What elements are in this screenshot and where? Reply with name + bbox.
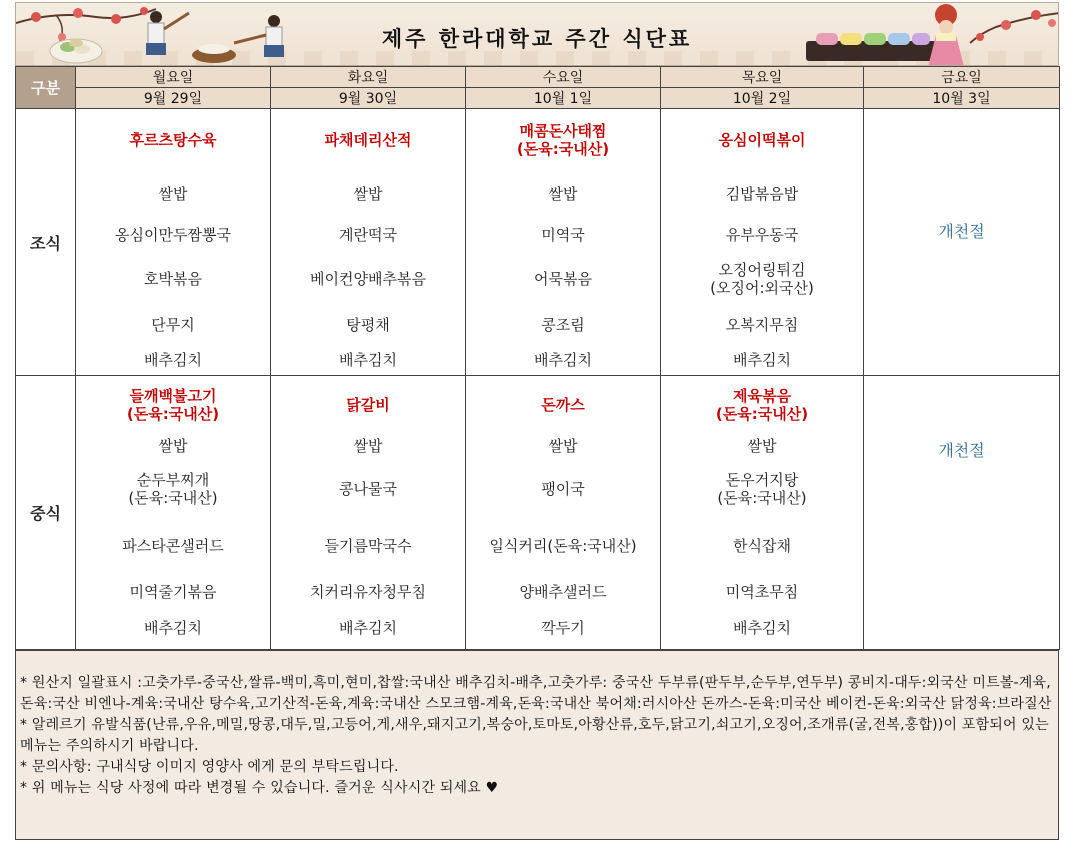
main-dish: 옹심이떡볶이 [718, 131, 806, 149]
menu-item: 콩나물국 [339, 480, 397, 498]
note-origin: * 원산지 일괄표시 :고춧가루-중국산,쌀류-백미,흑미,현미,찹쌀:국내산 배추김치-배추,고춧가루: 중국산 두부류(판두부,순두부,연두부) 콩비지-대두:외국산 미트볼-계육,돈육:국산 비엔나-계육:국내산 탕수육,고기산적-돈육,계육:국내산 스모크햄-계육,돈육:국내산 북어채:러시아산 돈까스-돈육:미국산 베이컨-돈육:외국산 닭정육:브라질산 [20, 675, 1052, 712]
note-allergy: * 알레르기 유발식품(난류,우유,메밀,땅콩,대두,밀,고등어,게,새우,돼지고기,복숭아,토마토,아황산류,호두,닭고기,쇠고기,오징어,조개류(굴,전복,홍합))이 포함되어 있는 메뉴는 주의하시기 바랍니다. [20, 717, 1049, 754]
menu-item: 쌀밥 [353, 437, 383, 455]
menu-item: 팽이국 [541, 480, 585, 498]
menu-item: 배추김치 [144, 351, 202, 369]
menu-item: 쌀밥 [548, 437, 578, 455]
menu-item: 오복지무침 [725, 316, 799, 334]
menu-item: 배추김치 [339, 619, 397, 637]
menu-item: 베이컨양배추볶음 [310, 270, 426, 288]
date-header-wed: 10월 1일 [466, 88, 661, 109]
menu-item: 쌀밥 [353, 185, 383, 203]
lunch-row [16, 376, 1060, 650]
holiday-label: 개천절 [938, 222, 985, 241]
weekly-menu-table [15, 66, 1060, 650]
date-header-tue: 9월 30일 [271, 88, 466, 109]
breakfast-wed [466, 109, 661, 376]
day-header-wed: 수요일 [466, 67, 661, 88]
menu-item: 어묵볶음 [534, 270, 592, 288]
note-change: * 위 메뉴는 식당 사정에 따라 변경될 수 있습니다. 즐거운 식사시간 되세요 ♥ [20, 780, 499, 796]
menu-item: 김밥볶음밥 [725, 185, 799, 203]
date-header-row [16, 88, 1060, 109]
menu-item: 배추김치 [144, 619, 202, 637]
note-inquiry: * 문의사항: 구내식당 이미지 영양사 에게 문의 부탁드립니다. [20, 759, 399, 775]
menu-sheet [15, 2, 1059, 838]
menu-item: 깍두기 [541, 619, 585, 637]
menu-item: 콩조림 [541, 316, 585, 334]
menu-item: 탕평채 [346, 316, 390, 334]
menu-item: 들기름막국수 [324, 537, 412, 555]
notes-box [15, 650, 1059, 840]
lunch-tue [271, 376, 466, 650]
breakfast-label: 조식 [16, 109, 76, 376]
menu-item: 배추김치 [339, 351, 397, 369]
gubun-header: 구분 [16, 67, 76, 109]
menu-item: 치커리유자청무침 [310, 583, 426, 601]
main-dish: 제육볶음 (돈육:국내산) [715, 387, 809, 423]
menu-item: 배추김치 [733, 351, 791, 369]
menu-item: 유부우동국 [725, 226, 799, 244]
date-header-thu: 10월 2일 [661, 88, 864, 109]
breakfast-mon [76, 109, 271, 376]
breakfast-fri [864, 109, 1060, 376]
date-header-fri: 10월 3일 [864, 88, 1060, 109]
breakfast-thu [661, 109, 864, 376]
lunch-thu [661, 376, 864, 650]
main-dish: 돈까스 [541, 396, 585, 414]
menu-item: 쌀밥 [747, 437, 777, 455]
menu-item: 배추김치 [534, 351, 592, 369]
day-header-thu: 목요일 [661, 67, 864, 88]
menu-item: 미역국 [541, 226, 585, 244]
menu-item: 순두부찌개 (돈육:국내산) [128, 471, 218, 507]
day-header-tue: 화요일 [271, 67, 466, 88]
date-header-mon: 9월 29일 [76, 88, 271, 109]
menu-item: 파스타콘샐러드 [122, 537, 224, 555]
menu-item: 양배추샐러드 [519, 583, 607, 601]
menu-item: 단무지 [151, 316, 195, 334]
main-dish: 파채데리산적 [324, 131, 412, 149]
holiday-label: 개천절 [938, 441, 985, 460]
menu-item: 쌀밥 [158, 437, 188, 455]
menu-item: 돈우거지탕 (돈육:국내산) [717, 471, 807, 507]
breakfast-row [16, 109, 1060, 376]
menu-item: 한식잡채 [733, 537, 791, 555]
title-banner [15, 2, 1059, 66]
day-header-mon: 월요일 [76, 67, 271, 88]
menu-item: 계란떡국 [339, 226, 397, 244]
day-header-row [16, 67, 1060, 88]
menu-item: 오징어링튀김 (오징어:외국산) [710, 261, 814, 297]
main-dish: 후르츠탕수육 [129, 131, 217, 149]
lunch-label: 중식 [16, 376, 76, 650]
menu-item: 미역초무침 [725, 583, 799, 601]
menu-item: 옹심이만두짬뽕국 [115, 226, 231, 244]
main-dish: 매콤돈사태찜 (돈육:국내산) [516, 122, 610, 158]
main-dish: 닭갈비 [346, 396, 390, 414]
lunch-mon [76, 376, 271, 650]
lunch-fri [864, 376, 1060, 650]
day-header-fri: 금요일 [864, 67, 1060, 88]
menu-item: 일식커리(돈육:국내산) [489, 537, 637, 555]
page-title: 제주 한라대학교 주간 식단표 [381, 27, 693, 51]
menu-item: 쌀밥 [548, 185, 578, 203]
breakfast-tue [271, 109, 466, 376]
menu-item: 쌀밥 [158, 185, 188, 203]
menu-item: 배추김치 [733, 619, 791, 637]
menu-item: 호박볶음 [144, 270, 202, 288]
main-dish: 들깨백불고기 (돈육:국내산) [126, 387, 220, 423]
lunch-wed [466, 376, 661, 650]
menu-item: 미역줄기볶음 [129, 583, 217, 601]
